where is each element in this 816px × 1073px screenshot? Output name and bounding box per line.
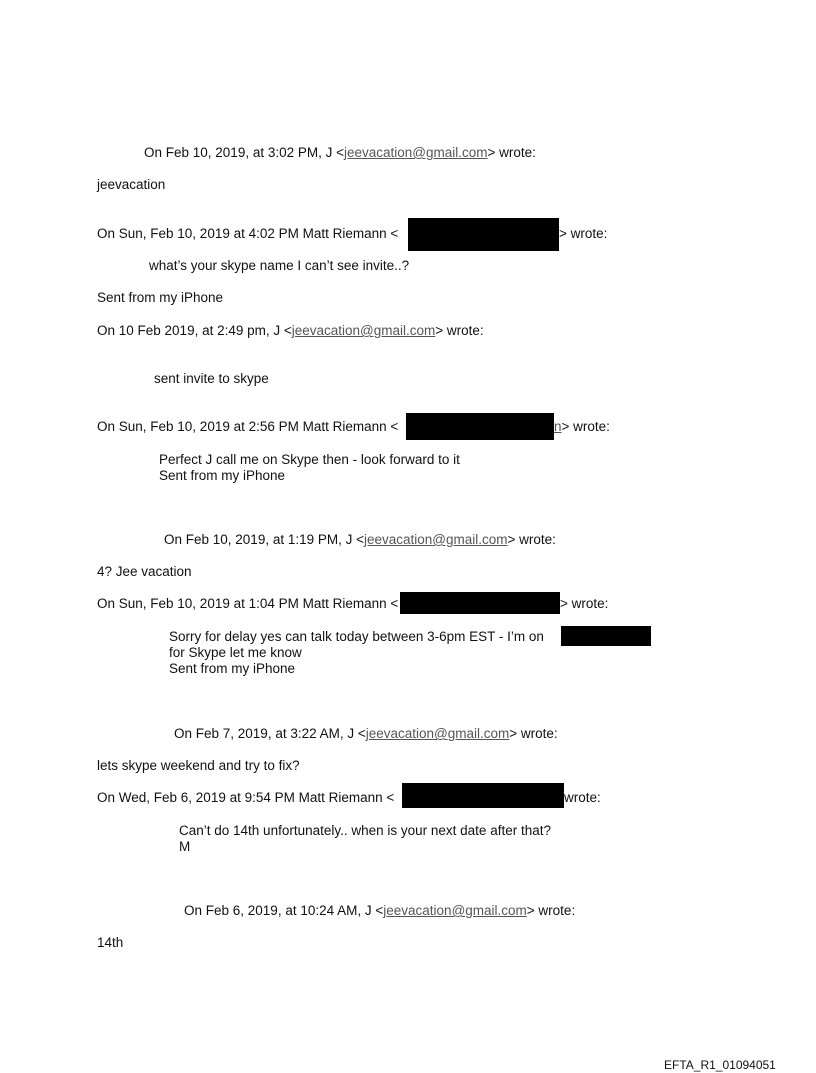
email-header-9: [184, 903, 575, 919]
redaction-block: [400, 592, 560, 614]
header-text: > wrote:: [559, 226, 608, 241]
redaction-block: [561, 626, 651, 646]
email-body-4-line-2: Sent from my iPhone: [159, 468, 286, 483]
header-text: On Sun, Feb 10, 2019 at 2:56 PM Matt Riemann <: [97, 419, 399, 434]
header-text: > wrote:: [526, 903, 576, 918]
email-body-1: jeevacation: [97, 177, 166, 192]
header-text: On Sun, Feb 10, 2019 at 4:02 PM Matt Riemann <: [97, 226, 399, 241]
header-text: > wrote:: [507, 532, 556, 547]
header-text: [554, 419, 610, 435]
email-signature-1: Sent from my iPhone: [97, 290, 224, 305]
header-text: On Feb 6, 2019, at 10:24 AM, J <: [184, 903, 384, 918]
email-header-7: [174, 726, 558, 742]
email-body-8-line-1: Can’t do 14th unfortunately.. when is your next date after that?: [179, 823, 551, 838]
email-header-4: [97, 419, 398, 435]
redaction-block: [406, 413, 554, 440]
email-body-5: 4? Jee vacation: [97, 564, 192, 579]
email-header-8: [97, 790, 394, 806]
header-text: > wrote:: [509, 726, 558, 741]
redaction-block: [408, 218, 559, 251]
redaction-block: [402, 783, 564, 808]
email-header-1: [144, 145, 536, 161]
email-body-2: what’s your skype name I can’t see invite..?: [149, 258, 410, 273]
header-text: > wrote:: [561, 419, 610, 434]
email-link[interactable]: jeevacation@gmail.com: [344, 145, 488, 160]
email-header-5: [164, 532, 556, 548]
email-link[interactable]: jeevacation@gmail.com: [365, 726, 510, 741]
email-body-3: sent invite to skype: [154, 371, 269, 386]
document-id: EFTA_R1_01094051: [664, 1058, 776, 1072]
email-body-4-line-1: Perfect J call me on Skype then - look forward to it: [159, 452, 460, 467]
email-body-6-line-3: Sent from my iPhone: [169, 661, 296, 676]
header-text: On Feb 10, 2019, at 1:19 PM, J <: [164, 532, 364, 547]
header-text: wrote:: [564, 790, 601, 805]
email-link-fragment: n: [554, 419, 562, 434]
header-text: > wrote:: [435, 323, 484, 338]
header-text: On Feb 7, 2019, at 3:22 AM, J <: [174, 726, 366, 741]
email-header-6: [97, 596, 398, 612]
email-link[interactable]: jeevacation@gmail.com: [364, 532, 508, 547]
header-text: > wrote:: [560, 596, 609, 611]
header-text: On Sun, Feb 10, 2019 at 1:04 PM Matt Riemann <: [97, 596, 399, 611]
email-header-3: [97, 323, 484, 339]
email-header-2: [97, 226, 398, 242]
header-text: On 10 Feb 2019, at 2:49 pm, J <: [97, 323, 292, 338]
header-text: On Wed, Feb 6, 2019 at 9:54 PM Matt Riemann <: [97, 790, 395, 805]
email-body-6-line-1: Sorry for delay yes can talk today between 3-6pm EST - I’m on: [169, 629, 544, 644]
email-body-9: 14th: [97, 935, 124, 950]
email-body-6-line-2: for Skype let me know: [169, 645, 302, 660]
email-link[interactable]: jeevacation@gmail.com: [291, 323, 436, 338]
header-text: > wrote:: [487, 145, 536, 160]
header-text: On Feb 10, 2019, at 3:02 PM, J <: [144, 145, 344, 160]
email-link[interactable]: jeevacation@gmail.com: [383, 903, 527, 918]
email-body-8-line-2: M: [179, 839, 191, 854]
email-body-7: lets skype weekend and try to fix?: [97, 758, 300, 773]
